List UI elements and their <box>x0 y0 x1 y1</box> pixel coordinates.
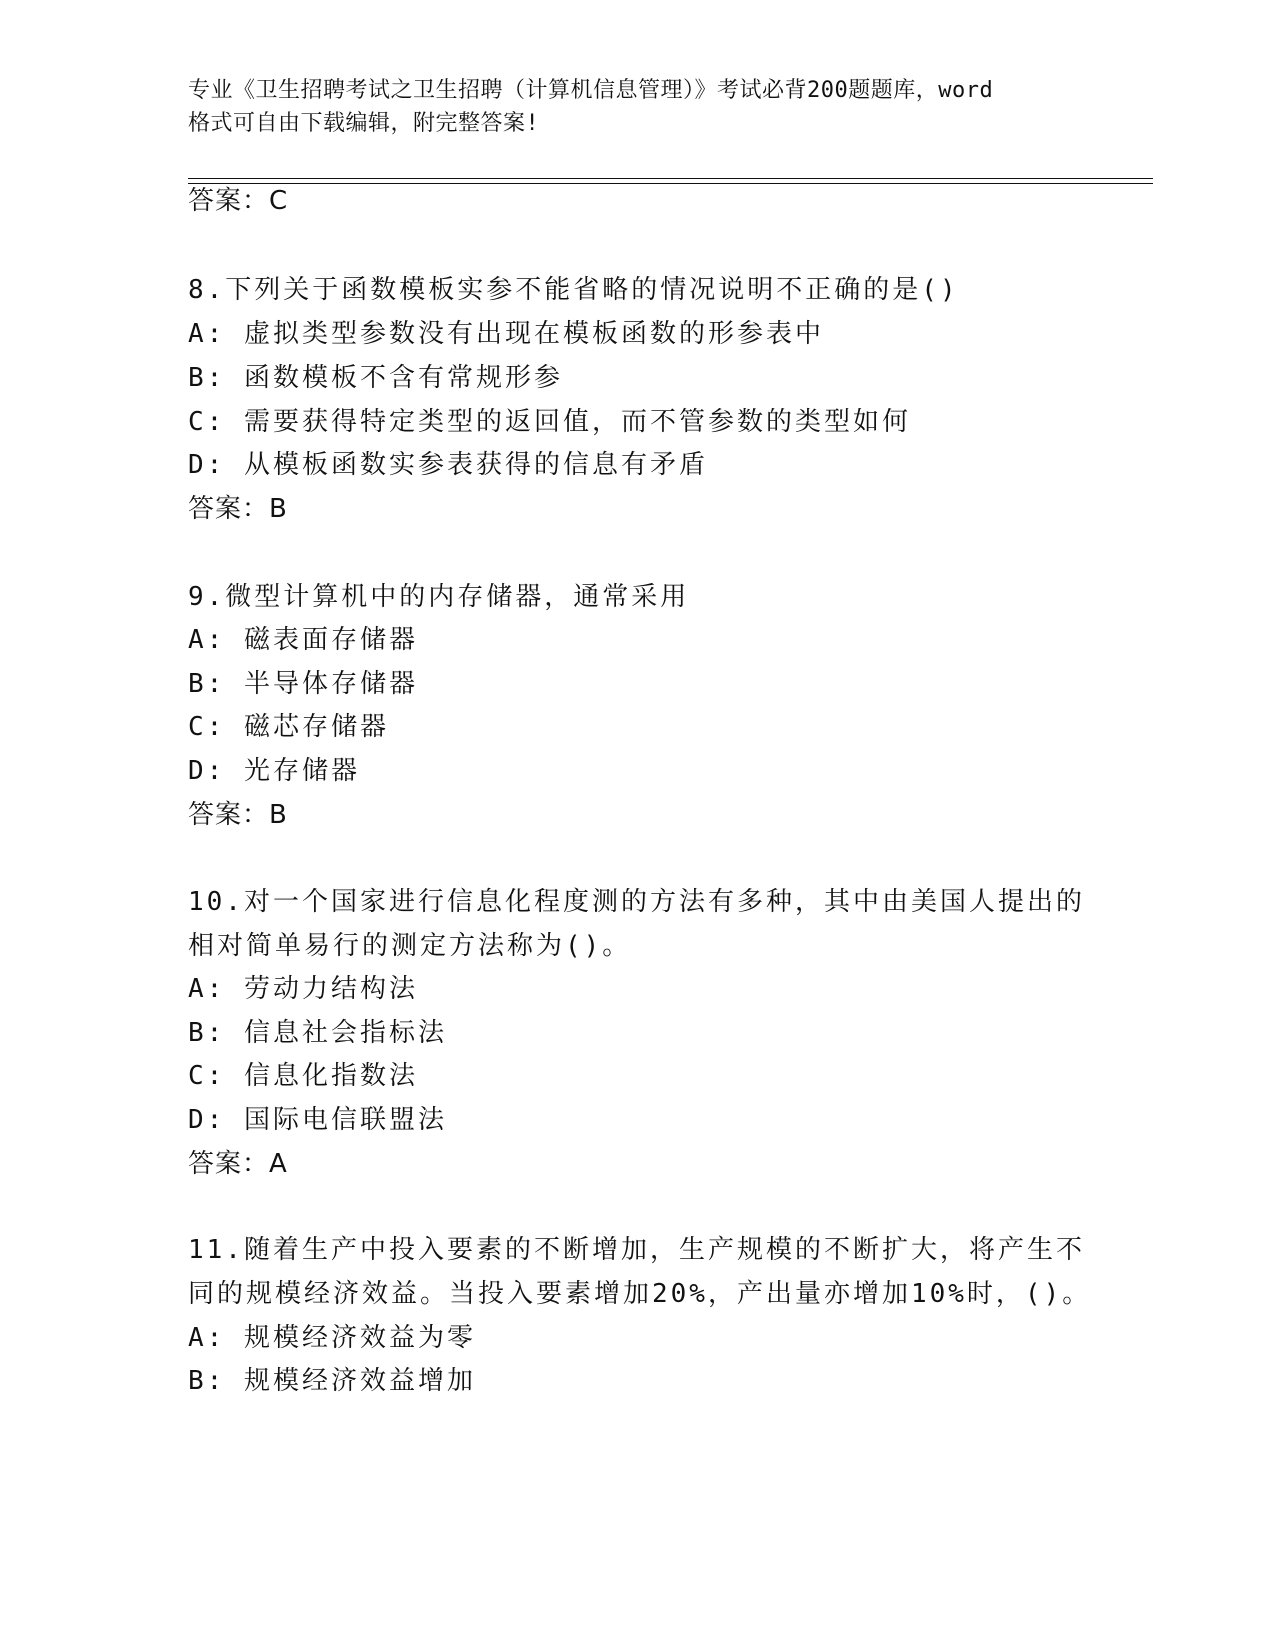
question-11-option-a: A: 规模经济效益为零 <box>188 1323 476 1353</box>
header-line-1: 专业《卫生招聘考试之卫生招聘（计算机信息管理）》考试必背200题题库，word <box>188 78 994 103</box>
header-line-2: 格式可自由下载编辑，附完整答案! <box>188 111 540 136</box>
question-9-option-c: C: 磁芯存储器 <box>188 712 389 742</box>
answer-8: 答案：B <box>188 494 288 524</box>
question-10-option-b: B: 信息社会指标法 <box>188 1018 447 1048</box>
question-9-option-a: A: 磁表面存储器 <box>188 625 418 655</box>
question-8-option-c: C: 需要获得特定类型的返回值，而不管参数的类型如何 <box>188 407 911 437</box>
question-11-text-line-1: 11.随着生产中投入要素的不断增加，生产规模的不断扩大，将产生不 <box>188 1235 1085 1265</box>
question-10-text-line-1: 10.对一个国家进行信息化程度测的方法有多种，其中由美国人提出的 <box>188 887 1085 917</box>
question-10-option-d: D: 国际电信联盟法 <box>188 1105 447 1135</box>
question-10-text-line-2: 相对简单易行的测定方法称为()。 <box>188 931 632 961</box>
question-11-option-b: B: 规模经济效益增加 <box>188 1366 476 1396</box>
question-10-option-a: A: 劳动力结构法 <box>188 974 418 1004</box>
question-8-option-d: D: 从模板函数实参表获得的信息有矛盾 <box>188 450 708 480</box>
question-9-option-d: D: 光存储器 <box>188 756 360 786</box>
document-header <box>188 74 1088 140</box>
header-rule-bottom <box>188 183 1153 184</box>
question-9-option-b: B: 半导体存储器 <box>188 669 418 699</box>
question-8-text: 8.下列关于函数模板实参不能省略的情况说明不正确的是() <box>188 275 959 305</box>
question-8-option-b: B: 函数模板不含有常规形参 <box>188 363 563 393</box>
answer-9: 答案：B <box>188 800 288 830</box>
question-9-text: 9.微型计算机中的内存储器，通常采用 <box>188 582 690 612</box>
answer-10: 答案：A <box>188 1149 288 1179</box>
header-rule-top <box>188 178 1153 179</box>
question-8-option-a: A: 虚拟类型参数没有出现在模板函数的形参表中 <box>188 319 824 349</box>
question-11-text-line-2: 同的规模经济效益。当投入要素增加20%，产出量亦增加10%时，()。 <box>188 1279 1092 1309</box>
question-10-option-c: C: 信息化指数法 <box>188 1061 418 1091</box>
answer-7: 答案：C <box>188 186 289 216</box>
